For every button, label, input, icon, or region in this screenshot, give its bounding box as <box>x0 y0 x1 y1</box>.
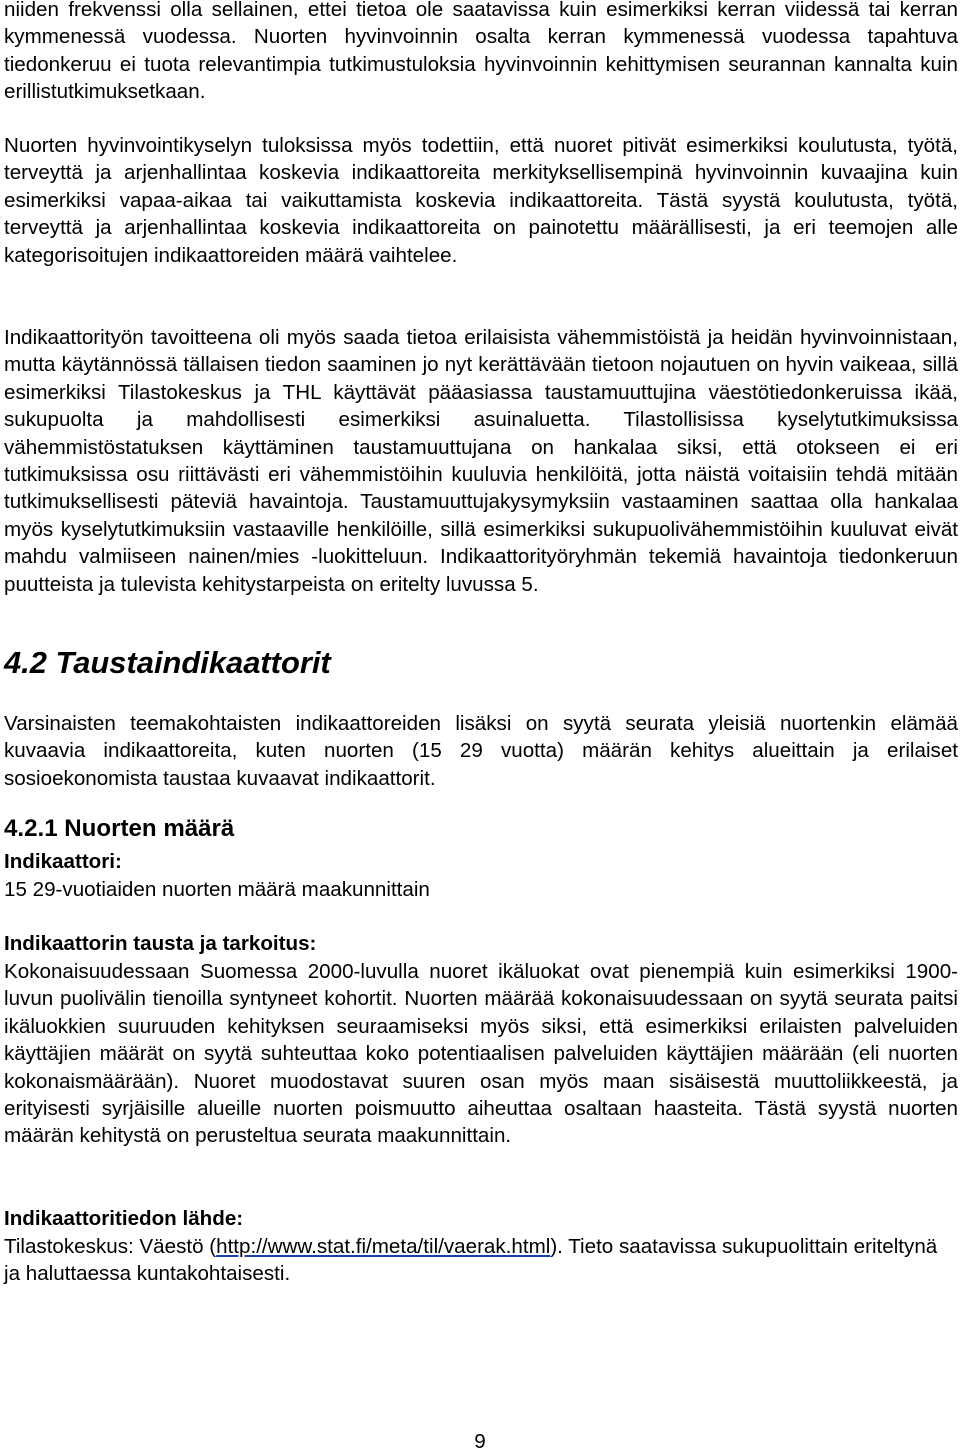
indicator-source-label: Indikaattoritiedon lähde: <box>4 1207 244 1230</box>
section-heading-4-2: 4.2 Taustaindikaattorit <box>4 645 331 680</box>
paragraph-indicator-background: Kokonaisuudessaan Suomessa 2000-luvulla nuoret ikäluokat ovat pienempiä kuin esimerkiksi 1900-luvun puolivälin tienoilla syntyneet kohortit. Nuorten määrää kokonaisuudessaan on syytä seurata paitsi ikäluokkien suuruuden kehityksen seuraamiseksi myös siksi, että esimerkiksi erilaisten palveluiden käyttäjien määrät on syytä suhteuttaa koko potentiaalisen palveluiden käyttäjien määrään (eli nuorten kokonaismäärään). Nuoret muodostavat suuren osan myös maan sisäisestä muuttoliikkeestä, ja erityisesti syrjäisille alueille nuorten poismuutto aiheuttaa osaltaan haasteita. Tästä syystä nuorten määrän kehitystä on perusteltua seurata maakunnittain. <box>4 960 958 1148</box>
source-prefix: Tilastokeskus: Väestö ( <box>4 1235 217 1258</box>
source-suffix: ). Tieto saatavissa sukupuolittain eriteltynä ja haluttaessa kuntakohtaisesti. <box>4 1235 938 1286</box>
page-number: 9 <box>474 1430 486 1453</box>
paragraph-indicator-source <box>4 1233 958 1288</box>
paragraph-frequency: niiden frekvenssi olla sellainen, ettei tietoa ole saatavissa kuin esimerkiksi kerran viidessä tai kerran kymmenessä vuodessa. Nuorten hyvinvoinnin osalta kerran kymmenessä vuodessa tapahtuva tiedonkeruu ei tuota relevantimpia tutkimustuloksia hyvinvoinnin kehittymisen seurannan kannalta kuin erillistutkimuksetkaan. <box>4 0 958 104</box>
source-link[interactable]: http://www.stat.fi/meta/til/vaerak.html <box>216 1235 551 1258</box>
indicator-label: Indikaattori: <box>4 850 122 873</box>
indicator-text: 15 29-vuotiaiden nuorten määrä maakunnittain <box>4 878 430 901</box>
indicator-background-label: Indikaattorin tausta ja tarkoitus: <box>4 932 317 955</box>
section-heading-4-2-1: 4.2.1 Nuorten määrä <box>4 815 235 842</box>
paragraph-background-indicators: Varsinaisten teemakohtaisten indikaattoreiden lisäksi on syytä seurata yleisiä nuortenkin elämää kuvaavia indikaattoreita, kuten nuorten (15 29 vuotta) määrän kehitys alueittain ja erilaiset sosioekonomista taustaa kuvaavat indikaattorit. <box>4 712 958 790</box>
paragraph-minorities: Indikaattorityön tavoitteena oli myös saada tietoa erilaisista vähemmistöistä ja heidän hyvinvoinnistaan, mutta käytännössä tällaisen tiedon saaminen jo nyt kerättävään tietoon nojautuen on hyvin vaikeaa, sillä esimerkiksi Tilastokeskus ja THL käyttävät pääasiassa taustamuuttujina väestötiedonkeruissa ikää, sukupuolta ja mahdollisesti esimerkiksi asuinaluetta. Tilastollisissa kyselytutkimuksissa vähemmistöstatuksen käyttäminen taustamuuttujana on hankalaa siksi, että otokseen ei eri tutkimuksissa osu riittävästi eri vähemmistöihin kuuluvia henkilöitä, jotta näistä voitaisiin tehdä mitään tutkimuksellisesti päteviä havaintoja. Taustamuuttujakysymyksiin vastaaminen saattaa olla hankalaa myös kyselytutkimuksiin vastaaville henkilöille, sillä esimerkiksi sukupuolivähemmistöihin kuuluvat eivät mahdu valmiiseen nainen/mies -luokitteluun. Indikaattorityöryhmän tekemiä havaintoja tiedonkeruun puutteista ja tulevista kehitystarpeista on eritelty luvussa 5. <box>4 326 958 596</box>
paragraph-survey-results: Nuorten hyvinvointikyselyn tuloksissa myös todettiin, että nuoret pitivät esimerkiksi koulutusta, työtä, terveyttä ja arjenhallintaa koskevia indikaattoreita merkityksellisempinä hyvinvoinnin kuvaajina kuin esimerkiksi vapaa-aikaa tai vaikuttamista koskevia indikaattoreita. Tästä syystä koulutusta, työtä, terveyttä ja arjenhallintaa koskevia indikaattoreita on painotettu määrällisesti, ja eri teemojen alle kategorisoitujen indikaattoreiden määrä vaihtelee. <box>4 134 958 267</box>
